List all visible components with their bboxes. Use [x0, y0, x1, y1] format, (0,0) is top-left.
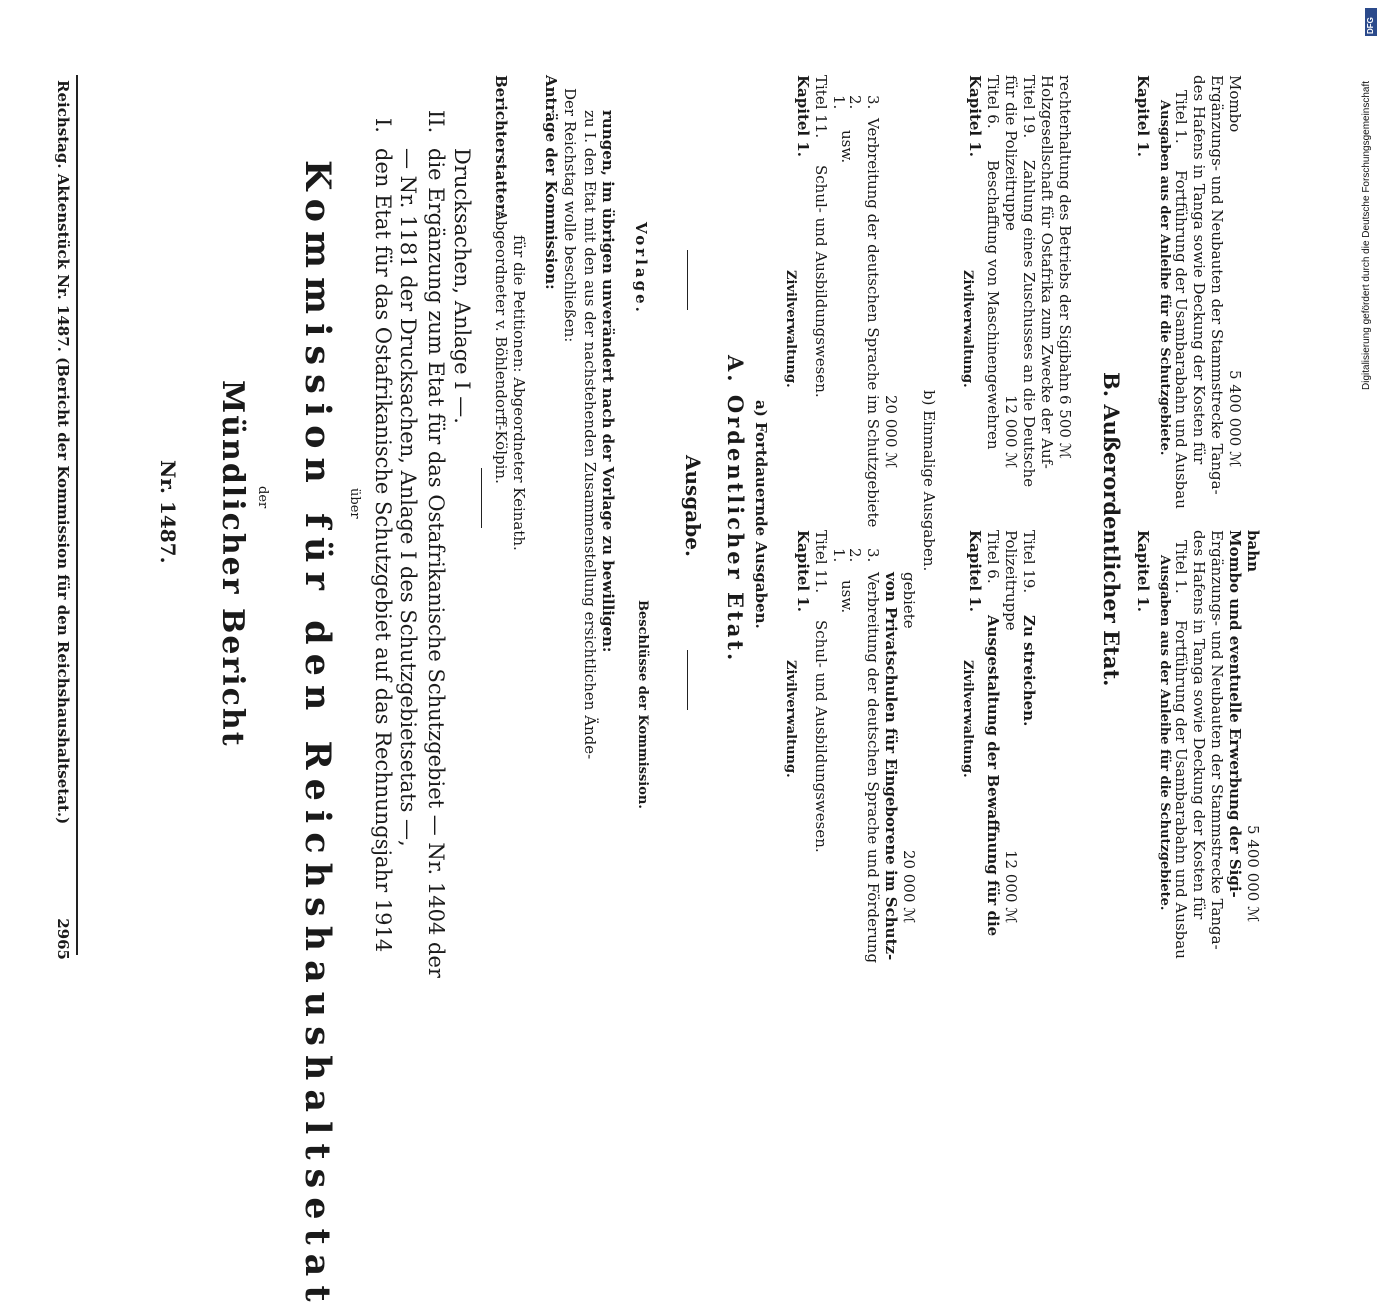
right-punkt-3-line-2: von Privatschulen für Eingeborene im Schutz- — [882, 572, 900, 961]
left-titel-6: Titel 6. — [984, 75, 1002, 129]
left-titel-1-line-2: des Hafens in Tanga sowie Deckung der Kosten für — [1190, 75, 1208, 465]
left-punkt-3-amount: 20 000 ℳ — [882, 395, 900, 469]
title-muendlicher-bericht: Mündlicher Bericht — [215, 380, 250, 748]
right-kapitel-1a: Kapitel 1. — [794, 530, 812, 612]
right-anleihe-heading: Ausgaben aus der Anleihe für die Schutzgebiete. — [1157, 555, 1172, 911]
dfg-logo: DFG — [1365, 8, 1377, 36]
column-rule-left — [687, 250, 688, 310]
right-punkt-3-amount: 20 000 ℳ — [900, 850, 918, 924]
left-kapitel-1a: Kapitel 1. — [794, 75, 812, 157]
left-titel-11: Titel 11. — [812, 75, 830, 139]
item-2-line-2: Drucksachen, Anlage I —. — [450, 148, 474, 424]
column-head-beschluesse: Beschlüsse der Kommission. — [635, 600, 650, 809]
right-titel-1-line-3: Ergänzungs- und Neubauten der Stammstrecke Tanga- — [1208, 530, 1226, 950]
title-ueber: über — [347, 488, 362, 519]
right-usw-1: 1. — [830, 548, 848, 563]
antraege-line-3: rungen, im übrigen unverändert nach der Vorlage zu bewilligen: — [599, 110, 617, 653]
left-titel-19-line-3: rechterhaltung des Betriebs der Sigibahn — [1056, 75, 1074, 392]
left-titel-11-text: Schul- und Ausbildungswesen. — [812, 165, 830, 398]
right-titel-11-text: Schul- und Ausbildungswesen. — [812, 620, 830, 853]
berichterstatter-petitionen: für die Petitionen: Abgeordneter Keinath. — [510, 235, 528, 551]
antraege-line-1: Der Reichstag wolle beschließen: — [561, 88, 579, 343]
left-titel-19-line-2: Holzgesellschaft für Ostafrika zum Zwecke der Auf- — [1038, 75, 1056, 469]
left-titel-19-line-1: Zahlung eines Zuschusses an die Deutsche — [1020, 160, 1038, 488]
item-2-number: II. — [424, 110, 448, 134]
right-titel-1: Titel 1. — [1172, 540, 1190, 594]
left-usw-text: usw. — [838, 130, 856, 164]
right-titel-6-line-1: Ausgestaltung der Bewaffnung für die — [984, 615, 1002, 937]
heading-fortdauernde: a) Fortdauernde Ausgaben. — [752, 400, 770, 629]
right-titel-1-line-4: Mombo und eventuelle Erwerbung der Sigi- — [1226, 530, 1244, 898]
left-titel-19-amount: 6 500 ℳ — [1056, 395, 1074, 459]
page-number: 2965 — [54, 918, 72, 960]
antraege-label: Anträge der Kommission: — [542, 75, 560, 290]
title-kommission: Kommission für den Reichshaushaltsetat — [297, 160, 338, 1311]
left-titel-6-line-2: für die Polizeitruppe — [1002, 75, 1020, 231]
left-anleihe-heading: Ausgaben aus der Anleihe für die Schutzgebiete. — [1157, 100, 1172, 456]
left-ziv-a: Zivilverwaltung. — [783, 270, 798, 388]
left-kapitel-1c: Kapitel 1. — [1134, 75, 1152, 157]
right-kapitel-1c: Kapitel 1. — [1134, 530, 1152, 612]
right-titel-11: Titel 11. — [812, 530, 830, 594]
left-usw-2: 2. — [846, 95, 864, 110]
right-ziv-a: Zivilverwaltung. — [783, 660, 798, 778]
heading-ausgabe: Ausgabe. — [681, 455, 705, 557]
running-header: Reichstag. Aktenstück Nr. 1487. (Bericht der Kommission für den Reichshaushaltsetat.) — [54, 80, 72, 825]
left-titel-1: Titel 1. — [1172, 90, 1190, 144]
item-1-line-1: den Etat für das Ostafrikanische Schutzgebiet auf das Rechnungsjahr 1914 — [371, 148, 395, 953]
right-ziv-b: Zivilverwaltung. — [960, 660, 975, 778]
column-rule-right — [687, 650, 688, 710]
left-titel-1-line-3: Ergänzungs- und Neubauten der Stammstrecke Tanga- — [1208, 75, 1226, 495]
left-punkt-3: 3. — [864, 95, 882, 110]
left-ziv-b: Zivilverwaltung. — [960, 270, 975, 388]
right-kapitel-1b: Kapitel 1. — [966, 530, 984, 612]
left-titel-1-line-1: Fortführung der Usambarabahn und Ausbau — [1172, 170, 1190, 509]
left-kapitel-1b: Kapitel 1. — [966, 75, 984, 157]
right-titel-6-line-2: Polizeitruppe — [1002, 530, 1020, 631]
digitization-note: Digitalisierung gefördert durch die Deutsche Forschungsgemeinschaft — [1361, 80, 1372, 390]
right-titel-6: Titel 6. — [984, 530, 1002, 584]
item-1-line-2: — Nr. 1181 der Drucksachen, Anlage I des Schutzgebietsetats —, — [396, 148, 420, 847]
right-titel-6-amount: 12 000 ℳ — [1002, 850, 1020, 924]
right-titel-1-amount: 5 400 000 ℳ — [1244, 825, 1262, 923]
document-number: Nr. 1487. — [156, 460, 180, 564]
item-2-line-1: die Ergänzung zum Etat für das Ostafrikanische Schutzgebiet — Nr. 1404 der — [424, 148, 448, 978]
heading-einmalige: b) Einmalige Ausgaben. — [920, 390, 938, 572]
antraege-line-2: zu I. den Etat mit den aus der nachstehenden Zusammenstellung ersichtlichen Ände- — [581, 110, 599, 760]
left-punkt-3-text: Verbreitung der deutschen Sprache im Schutzgebiete — [864, 118, 882, 528]
berichterstatter-label: Berichterstatter: — [492, 75, 510, 218]
right-titel-1-line-5: bahn — [1244, 530, 1262, 573]
right-usw-2: 2. — [846, 548, 864, 563]
header-rule — [76, 75, 78, 955]
left-titel-19: Titel 19. — [1020, 75, 1038, 139]
right-titel-1-line-1: Fortführung der Usambarabahn und Ausbau — [1172, 620, 1190, 959]
left-titel-6-line-1: Beschaffung von Maschinengewehren — [984, 160, 1002, 450]
berichterstatter-name: Abgeordneter v. Böhlendorff-Kölpin. — [492, 210, 510, 484]
left-titel-6-amount: 12 000 ℳ — [1002, 395, 1020, 469]
left-titel-1-amount: 5 400 000 ℳ — [1226, 370, 1244, 468]
right-titel-19-text: Zu streichen. — [1020, 615, 1038, 727]
right-titel-1-line-2: des Hafens in Tanga sowie Deckung der Kosten für — [1190, 530, 1208, 920]
title-rule — [481, 468, 482, 528]
right-usw-text: usw. — [838, 580, 856, 614]
left-usw-1: 1. — [830, 95, 848, 110]
right-titel-19: Titel 19. — [1020, 530, 1038, 594]
right-punkt-3-line-1: Verbreitung der deutschen Sprache und Förderung — [864, 572, 882, 964]
right-punkt-3-line-3: gebiete — [900, 572, 918, 629]
heading-ausserordentlicher-etat: B. Außerordentlicher Etat. — [1099, 372, 1124, 687]
title-der: der — [255, 486, 270, 509]
heading-ordentlicher-etat: A. Ordentlicher Etat. — [723, 355, 748, 664]
column-head-vorlage: Vorlage. — [632, 222, 650, 315]
item-1-number: I. — [371, 118, 395, 133]
right-punkt-3: 3. — [864, 548, 882, 563]
left-titel-1-line-4: Mombo — [1226, 75, 1244, 133]
